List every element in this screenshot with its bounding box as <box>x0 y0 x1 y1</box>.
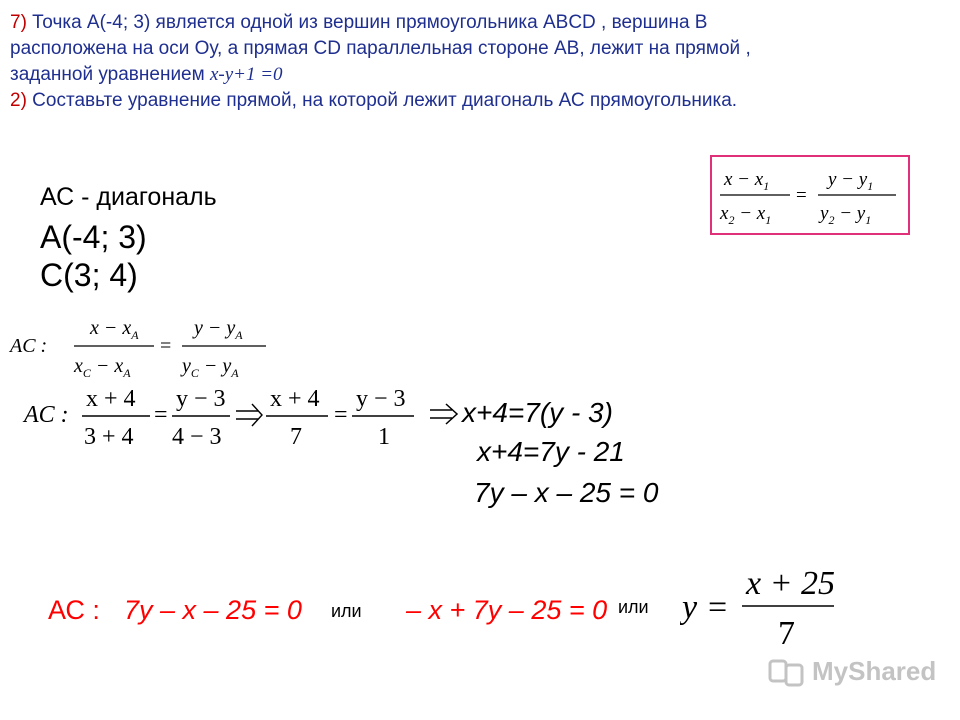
formula-equals: = <box>796 185 807 206</box>
f1-den: 3 + 4 <box>84 424 134 450</box>
two-point-formula-box <box>710 155 910 235</box>
ac-den-2: $y_C - y_A$ <box>182 355 239 380</box>
or-1: или <box>331 601 362 621</box>
task-number: 2) <box>10 90 27 111</box>
f4-den: 1 <box>378 424 390 450</box>
step-3: 7у – х – 25 = 0 <box>474 477 659 508</box>
final-eq-2: – х + 7у – 25 = 0 <box>406 595 608 625</box>
problem-line-3 <box>10 62 950 88</box>
problem-line-1 <box>10 10 950 36</box>
formula-rhs-den: $y_2 - y_1$ <box>820 203 872 227</box>
ac-num-2: $y - y_A$ <box>194 317 243 342</box>
f3-den: 7 <box>290 424 302 450</box>
step-2: х+4=7у - 21 <box>477 436 625 467</box>
f1-num: x + 4 <box>86 386 136 412</box>
watermark-text: MyShared <box>812 656 937 686</box>
formula-lhs-num: $x - x_1$ <box>724 169 770 193</box>
f3-num: x + 4 <box>270 386 320 412</box>
myshared-logo-icon <box>768 657 806 687</box>
problem-number: 7) <box>10 12 27 33</box>
eq-2: = <box>334 402 348 428</box>
final-equals: = <box>708 589 728 626</box>
watermark <box>768 656 936 687</box>
implies-arrow-2 <box>428 402 462 426</box>
f4-num: y − 3 <box>356 386 406 412</box>
ac-num-1: $x - x_A$ <box>90 317 139 342</box>
eq-1: = <box>154 402 168 428</box>
task-text: Составьте уравнение прямой, на которой лежит диагональ АС прямоугольника. <box>26 90 738 111</box>
or-2: или <box>618 597 649 617</box>
step-1: х+4=7(у - 3) <box>462 397 613 428</box>
problem-statement <box>10 10 950 114</box>
final-label: АС : <box>48 595 100 625</box>
ac-label-1: AC : <box>10 335 48 357</box>
f2-den: 4 − 3 <box>172 424 222 450</box>
ac-den-1: $x_C - x_A$ <box>74 355 131 380</box>
problem-text-1: Точка А(-4; 3) является одной из вершин прямоугольника ABCD , вершина В <box>26 12 708 33</box>
final-eq-1: 7у – х – 25 = 0 <box>124 595 302 625</box>
task-line <box>10 88 950 114</box>
ac-symbolic-formula <box>8 312 278 382</box>
final-frac-den: 7 <box>778 615 795 652</box>
final-fraction <box>680 556 840 656</box>
ac-label-2: AC : <box>24 402 69 428</box>
ac-numeric-formula <box>22 378 422 458</box>
formula-lhs-den: $x_2 - x_1$ <box>720 203 772 227</box>
final-y: y <box>682 589 698 626</box>
problem-equation: х-у+1 =0 <box>209 64 283 85</box>
final-frac-num: x + 25 <box>746 565 836 602</box>
problem-text-3: заданной уравнением <box>10 64 210 85</box>
point-a: А(-4; 3) <box>40 219 147 255</box>
point-c: С(3; 4) <box>40 257 138 293</box>
diagonal-label: АС - диагональ <box>40 183 217 211</box>
formula-rhs-num: $y - y_1$ <box>828 169 874 193</box>
problem-line-2: расположена на оси Оу, а прямая CD параллельная стороне АВ, лежит на прямой , <box>10 38 751 59</box>
f2-num: y − 3 <box>176 386 226 412</box>
ac-equals-1: = <box>160 335 172 357</box>
implies-arrow-1 <box>236 404 262 426</box>
